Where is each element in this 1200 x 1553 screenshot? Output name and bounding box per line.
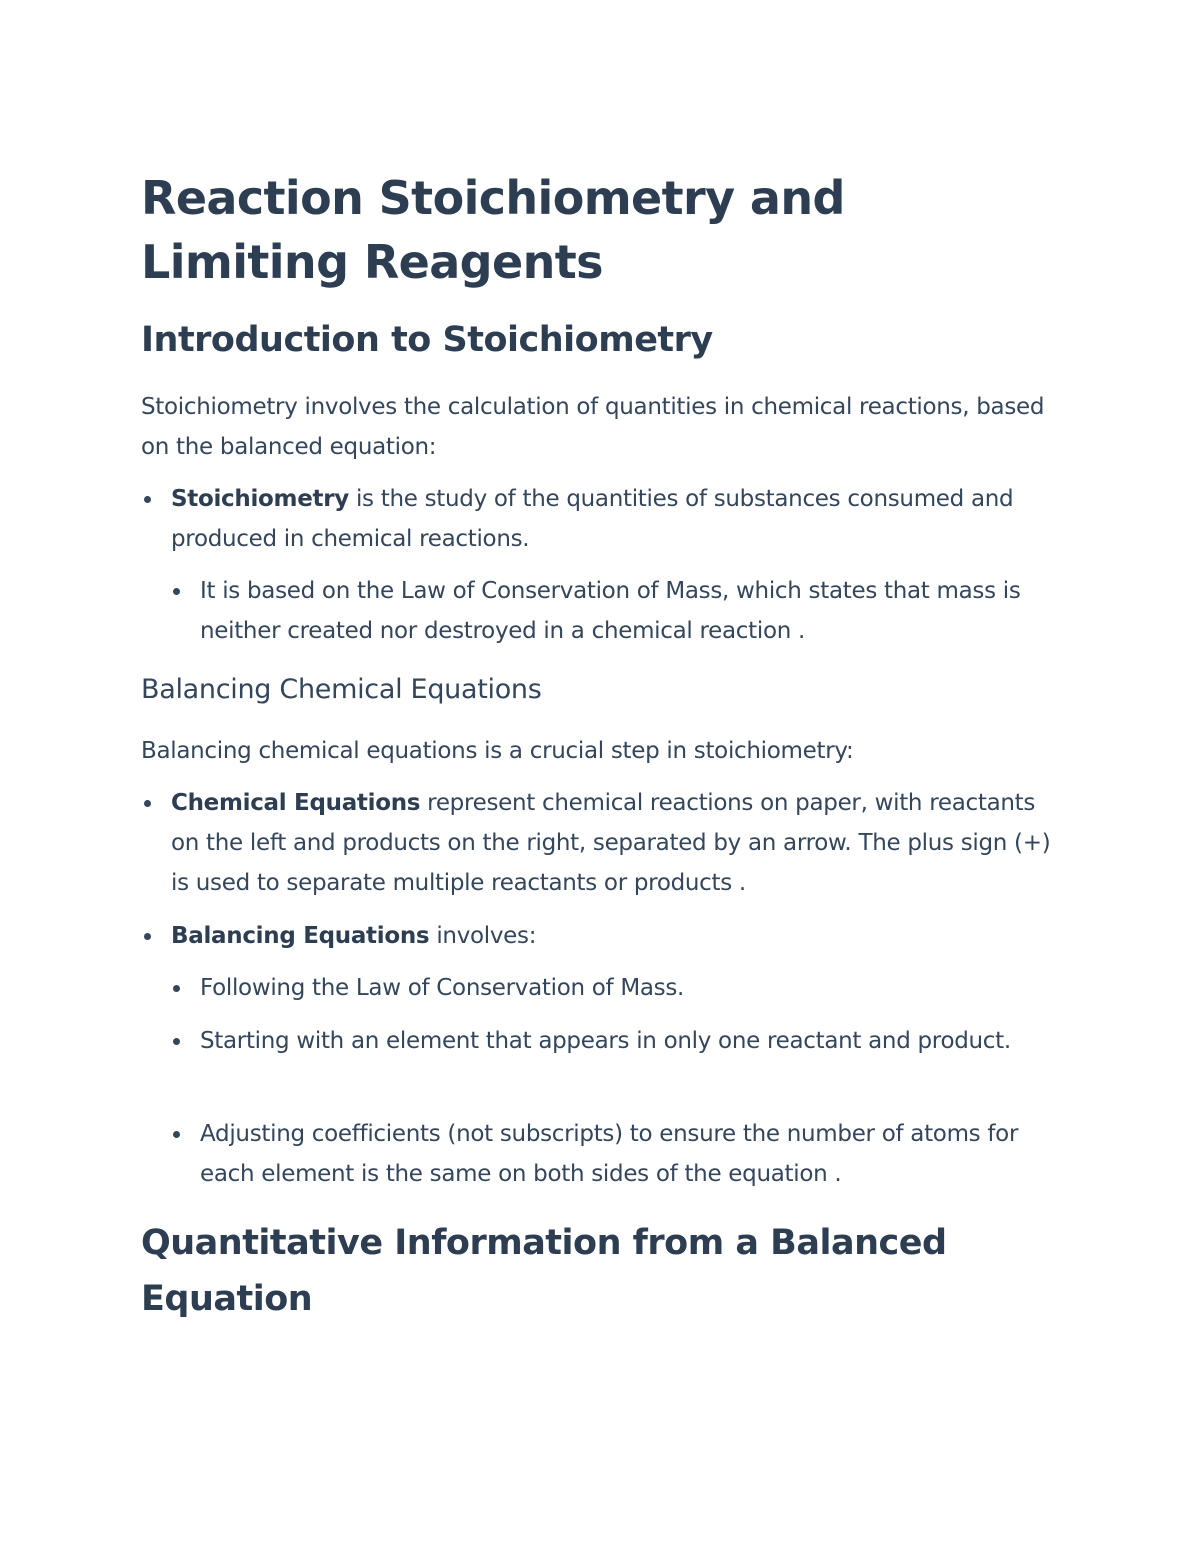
section-intro-paragraph: Stoichiometry involves the calculation of quantities in chemical reactions, based on the balanced equation: — [141, 394, 1045, 460]
list-item — [171, 916, 1061, 956]
document-title: Reaction Stoichiometry and Limiting Reagents — [141, 171, 845, 289]
list-item — [171, 479, 1061, 559]
sub-list-item-text: It is based on the Law of Conservation of Mass, which states that mass is neither created nor destroyed in a chemical reaction . — [200, 578, 1021, 644]
bullet-icon — [173, 985, 180, 992]
bullet-icon — [173, 1038, 180, 1045]
bullet-icon — [144, 800, 151, 807]
section-heading-balancing: Balancing Chemical Equations — [141, 674, 542, 705]
sub-list-item-text: Following the Law of Conservation of Mass. — [200, 975, 685, 1001]
list-item-term: Stoichiometry — [171, 486, 349, 512]
sub-list-item — [200, 968, 1070, 1008]
list-item-term: Balancing Equations — [171, 923, 430, 949]
section-heading-quantitative: Quantitative Information from a Balanced Equation — [141, 1223, 947, 1319]
sub-list-item-text: Starting with an element that appears in only one reactant and product. — [200, 1028, 1011, 1054]
list-item-text: represent chemical reactions on paper, with reactants on the left and products on the right, separated by an arrow. The plus sign (+) is used to separate multiple reactants or products . — [171, 790, 1051, 896]
list-item-text: involves: — [429, 923, 537, 949]
section-intro-paragraph: Balancing chemical equations is a crucial step in stoichiometry: — [141, 738, 854, 764]
bullet-icon — [144, 933, 151, 940]
bullet-icon — [173, 1131, 180, 1138]
section-heading-introduction: Introduction to Stoichiometry — [141, 320, 713, 360]
list-item-term: Chemical Equations — [171, 790, 421, 816]
bullet-icon — [173, 588, 180, 595]
list-item-text: is the study of the quantities of substances consumed and produced in chemical reactions. — [171, 486, 1014, 552]
sub-list-item-text: Adjusting coefficients (not subscripts) to ensure the number of atoms for each element is the same on both sides of the equation . — [200, 1121, 1019, 1187]
sub-list-item — [200, 1114, 1070, 1194]
sub-list-item — [200, 1021, 1070, 1061]
sub-list-item — [200, 571, 1070, 651]
bullet-icon — [144, 496, 151, 503]
list-item — [171, 783, 1061, 903]
